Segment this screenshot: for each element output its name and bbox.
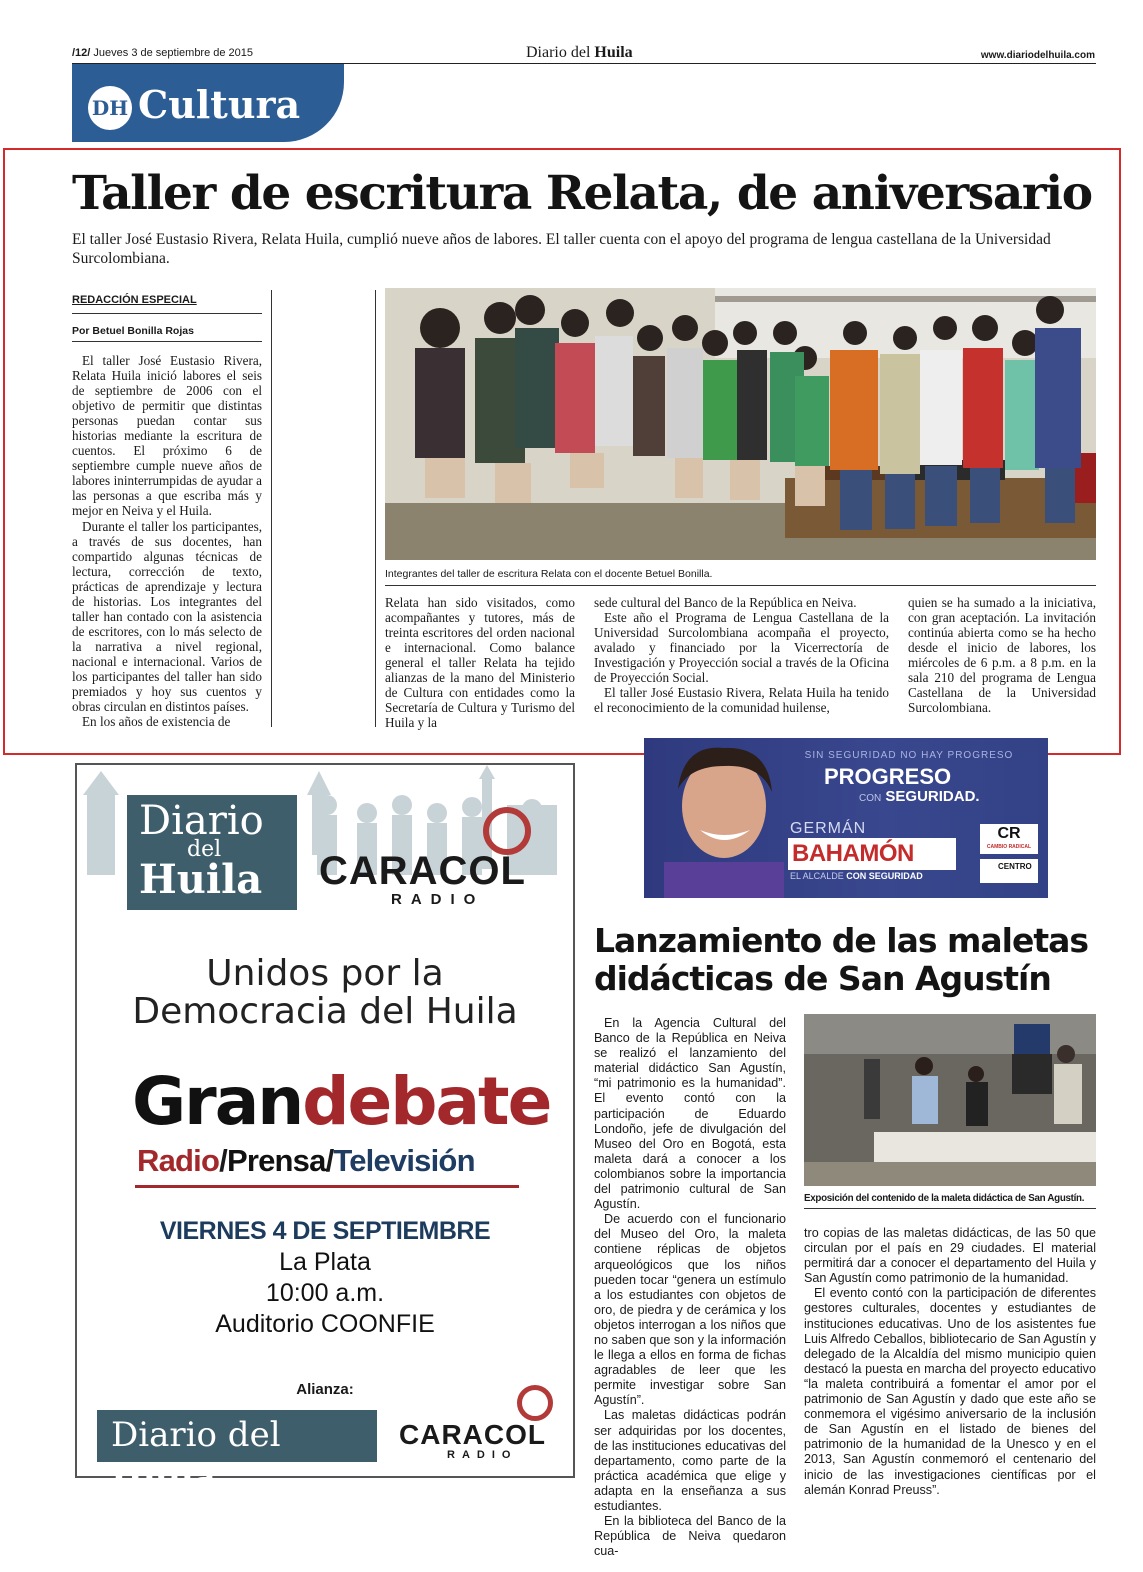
headline-line-1: Lanzamiento de las maletas <box>594 921 1089 960</box>
website-link[interactable]: www.diariodelhuila.com <box>980 50 1095 61</box>
paragraph: El taller José Eustasio Rivera, Relata Huila ha tenido el reconocimiento de la comunidad huilense, <box>594 685 889 716</box>
unidos-line-1: Unidos por la <box>206 953 444 994</box>
banner-german: GERMÁN <box>790 820 867 837</box>
caracol-logo <box>319 807 539 907</box>
unidos-tagline <box>77 955 573 1031</box>
debate-word: debate <box>302 1063 551 1140</box>
banner-bahamon: BAHAMÓN <box>792 840 914 867</box>
masthead <box>526 44 633 62</box>
alianza-label: Alianza: <box>296 1381 354 1398</box>
article2-column-1 <box>594 1016 786 1559</box>
photo-caption: Integrantes del taller de escritura Relata con el docente Betuel Bonilla. <box>385 568 713 580</box>
page-number: /12/ <box>72 47 91 59</box>
paragraph: De acuerdo con el funcionario del Museo del Oro, la maleta contiene réplicas de objetos arqueológicos que los niños pueden tocar “genera un estímulo a los estudiantes con objetos de oro, de piedra y de cerámica y los objetos interrogan a los niños que no saben que son y la información le llega a ellos en forma de fichas agradables de leer que les permite investigar sobre San Agustín”. <box>594 1212 786 1408</box>
exhibit-photo-illustration <box>804 1014 1096 1186</box>
cr-mark: CR <box>997 825 1021 842</box>
caracol-radio: RADIO <box>391 891 485 908</box>
column-divider <box>375 290 376 727</box>
caracol-wordmark: CARACOL <box>399 1419 546 1450</box>
slash: / <box>325 1143 334 1178</box>
footer-diario-name: Huila <box>111 1457 216 1497</box>
article1-column-4 <box>908 595 1096 715</box>
article-headline: Taller de escritura Relata, de aniversario <box>72 166 1092 221</box>
exhibit-photo <box>804 1014 1096 1186</box>
article1-column-1 <box>72 353 262 729</box>
paragraph: sede cultural del Banco de la República en Neiva. <box>594 595 857 610</box>
caracol-radio: RADIO <box>447 1449 518 1461</box>
paragraph: Este año el Programa de Lengua Castellana de la Universidad Surcolombiana acompaña el proyecto, avalado y financiado por la Vicerrectoría de Investigación y Proyección social a través de la Oficina de Proyección Social. <box>594 610 889 686</box>
column-divider <box>271 290 272 727</box>
caption-rule <box>385 585 1096 586</box>
footer-diario-prefix: Diario del <box>111 1415 281 1455</box>
slash: / <box>219 1143 227 1178</box>
event-time: 10:00 a.m. <box>265 1279 385 1307</box>
byline-rule-2 <box>72 341 262 342</box>
prensa-word: Prensa <box>226 1143 326 1178</box>
logo-line-2: del <box>187 837 222 862</box>
paragraph: Durante el taller los participantes, a través de sus docentes, han compartido algunas técnicas de lectura, corrección de texto, prácticas de aprendizaje y lectura de historias. Los integrantes del taller han contado con la asistencia de escritores, con lo más selecto de la narrativa a nivel regional, nacional e internacional. Varios de los participantes del taller han sido premiados y hoy sus cuentos y obras circulan en distintos países. <box>72 518 262 715</box>
paragraph: En la Agencia Cultural del Banco de la República en Neiva se realizó el lanzamiento del material didáctico San Agustín, “mi patrimonio es la humanidad”. El evento contó con la participación de Eduardo Londoño, jefe de divulgación del Museo del Oro en Bogotá, esta maleta dará a conocer a los colombianos sobre la importancia del patrimonio cultural de San Agustín. <box>594 1016 786 1212</box>
article-deck: El taller José Eustasio Rivera, Relata Huila, cumplió nueve años de labores. El taller cuenta con el apoyo del programa de lengua castellana de la Universidad Surcolombiana. <box>72 231 1051 267</box>
article2-column-2 <box>804 1226 1096 1498</box>
media-line <box>137 1143 475 1179</box>
candidate-portrait <box>664 744 784 898</box>
headline-line-2: didácticas de San Agustín <box>594 959 1051 998</box>
paragraph: tro copias de las maletas didácticas, de las 50 que circulan por el país en 29 ciudades. El material permitirá dar a conocer el departamento del Huila y San Agustín como patrimonio de la humanidad. <box>804 1226 1096 1286</box>
dh-logo: DH <box>88 86 132 130</box>
banner-seguridad: SEGURIDAD. <box>885 788 980 805</box>
paragraph: El evento contó con la participación de diferentes gestores culturales, docentes y estudiantes de instituciones educativas. Uno de los asistentes fue Luis Alfredo Ceballos, bibliotecario de San Agustín y delegado de la Alcaldía del mismo municipio quien destacó la puesta en marcha del proyecto educativo “la maleta contribuirá a fomentar el amor por el patrimonio de San Agustín y dado que este año se conmemora el vigésimo aniversario de la inclusión de San Agustín en el listado de bienes del patrimonio de la humanidad de la Unesco y en el 2013, San Agustín conmemoró el centenario del inicio de las investigaciones científicas por el alemán Konrad Preuss”. <box>804 1286 1096 1497</box>
banner-top-line: SIN SEGURIDAD NO HAY PROGRESO <box>804 750 1014 761</box>
byline-rule <box>72 313 262 314</box>
paragraph: En los años de existencia de <box>82 714 231 730</box>
event-details <box>77 1217 573 1339</box>
debate-advertisement <box>75 763 575 1497</box>
banner-con: CON <box>859 793 882 804</box>
masthead-name: Huila <box>594 44 633 61</box>
page-info <box>72 47 253 59</box>
group-photo <box>385 288 1096 560</box>
masthead-prefix: Diario del <box>526 44 591 61</box>
event-place: La Plata <box>279 1248 371 1276</box>
event-date: VIERNES 4 DE SEPTIEMBRE <box>159 1217 491 1245</box>
cr-sub: CAMBIO RADICAL <box>986 844 1032 850</box>
cr-party-logo <box>980 824 1038 854</box>
banner-alcalde-prefix: EL ALCALDE <box>790 871 844 881</box>
gran-word: Gran <box>132 1063 303 1140</box>
event-venue: Auditorio COONFIE <box>215 1310 435 1338</box>
paragraph: Relata han sido visitados, como acompañantes y tutores, más de treinta escritores del orden nacional e internacional. Como balance general el taller Relata ha tejido alianzas de la mano del Ministerio de Cultura con entidades como la Secretaría de Cultura y Turismo del Huila y la <box>385 595 575 731</box>
television-word: Televisión <box>333 1143 475 1178</box>
footer-caracol-logo <box>399 1385 559 1465</box>
exhibit-caption: Exposición del contenido de la maleta didáctica de San Agustín. <box>804 1193 1085 1204</box>
banner-progreso: PROGRESO <box>824 764 952 789</box>
unidos-line-2: Democracia del Huila <box>132 991 518 1032</box>
byline-author: Por Betuel Bonilla Rojas <box>72 325 194 337</box>
caracol-ring-icon <box>483 807 531 855</box>
caption-rule <box>804 1208 1096 1209</box>
article1-column-2 <box>385 595 575 730</box>
centro-party-logo <box>980 859 1038 883</box>
paragraph: El taller José Eustasio Rivera, Relata Huila inició labores el seis de septiembre de 2006 con el objetivo de permitir que distintas personas puedan contar sus historias mediante la escritura de cuentos. El próximo 6 de septiembre cumple nueve años de labores ininterrumpidas de ayudar a las personas a que escriba más y mejor en Neiva y el Huila. <box>72 353 262 519</box>
caracol-ring-icon <box>517 1385 553 1421</box>
paragraph: En la biblioteca del Banco de la República de Neiva quedaron cua- <box>594 1514 786 1559</box>
article2-headline <box>594 922 1104 998</box>
paragraph: quien se ha sumado a la iniciativa, con gran aceptación. La invitación continúa abierta como se ha hecho desde el inicio de labores, los miércoles de 6 p.m. a 8 p.m. en la sala 210 del programa de Lengua Castellana de la Universidad Surcolombiana. <box>908 595 1096 716</box>
radio-word: Radio <box>137 1143 220 1178</box>
grandebate-title <box>132 1063 550 1140</box>
page-date: Jueves 3 de septiembre de 2015 <box>93 47 254 59</box>
banner-name-box <box>788 838 956 870</box>
caracol-wordmark: CARACOL <box>319 849 526 893</box>
centro-mark: CENTRO <box>998 862 1032 871</box>
section-title: Cultura <box>138 82 301 127</box>
banner-alcalde <box>790 871 923 881</box>
logo-line-3: Huila <box>139 856 263 903</box>
byline-section: REDACCIÓN ESPECIAL <box>72 294 197 306</box>
banner-alcalde-suffix: CON SEGURIDAD <box>846 871 923 881</box>
campaign-banner <box>644 738 1048 898</box>
banner-con-seguridad <box>859 788 980 805</box>
footer-diario-logo <box>97 1410 377 1497</box>
article1-column-3 <box>594 595 889 715</box>
diario-del-huila-logo <box>127 795 297 910</box>
group-photo-illustration <box>385 288 1096 560</box>
paragraph: Las maletas didácticas podrán ser adquiridas por los docentes, de las instituciones educativas del departamento, como parte de la práctica académica que elige y adapta en la enseñanza a sus estudiantes. <box>594 1408 786 1513</box>
logo-line-1: Diario <box>139 798 264 844</box>
red-underline <box>135 1185 519 1188</box>
